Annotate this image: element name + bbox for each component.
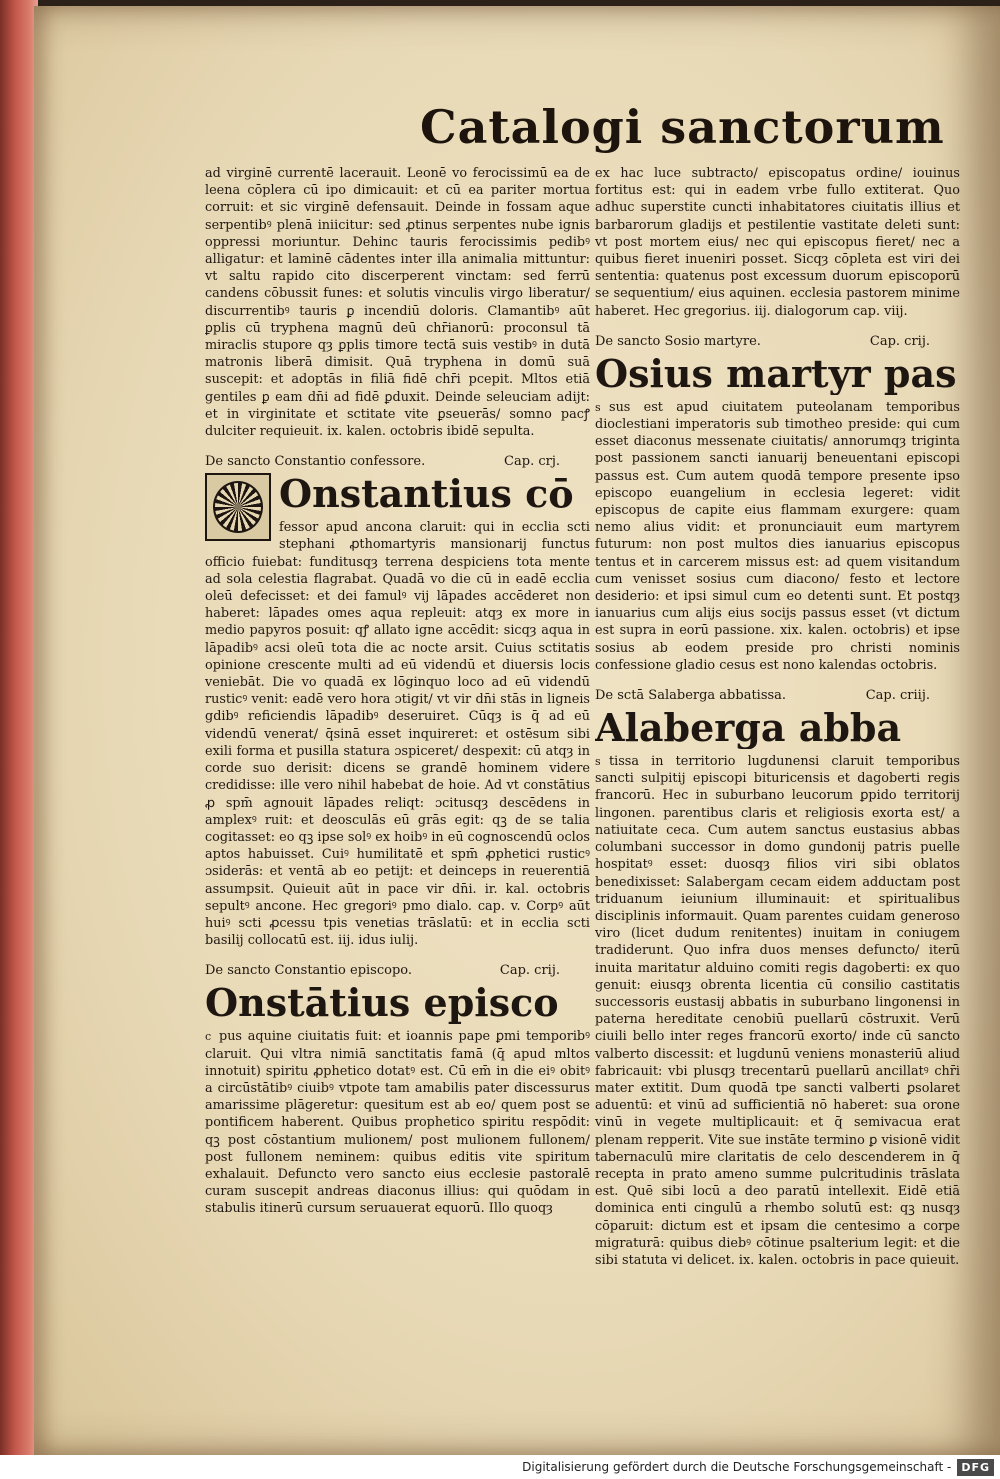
rubric-title: De sctā Salaberga abbatissa.: [595, 688, 787, 704]
left-paragraph-1: ad virginē currentē lacerauit. Leonē vo ferocissimū ea de leena cōplera cū ipo dimicauit: et cū ea pariter mortua corruit: et sic virginē defensauit. Deinde in fossam aque serpentibꝰ plenā iniicitur: sed ꝓtinus serpentes nube ignis oppressi moriuntur. Dehinc tauris ferocissimis pedibꝰ alligatur: et laminē cādentes inter illa animalia mittuntur: vt saltu rapido cito discerperent vinctam: sed ferrū candens cōbussit funes: et solutis vinculis virgo liberatur/ discurrentibꝰ tauris ꝑ incendiū doloris. Clamantibꝰ aūt ꝑplis cū tryphena magnū deū chr̄ianorū: proconsul tā miraclis stupore qȝ ꝑplis timore tectā suis vestibꝰ in dutā matronis liberā dimisit. Quā tryphena in domū suā suscepit: et adoptās in filiā fidē chr̄i pcepit. Mltos etiā gentiles ꝑ eam dn̄i ad fidē ꝑduxit. Deinde seleuciam adijt: et in virginitate et sctitate vite ꝑseuerās/ somno pacꝭ dulciter requieuit. ix. kalen. octobris ibidē sepulta.: [205, 166, 590, 440]
heading-salaberga: Alaberga abba: [595, 707, 902, 750]
initial-ornament: [213, 481, 263, 533]
rubric-chapter: Cap. crij.: [869, 333, 930, 349]
rubric-chapter: Cap. crij.: [499, 963, 560, 979]
dfg-logo: DFG: [957, 1459, 994, 1476]
guide-letter: c: [205, 1030, 212, 1044]
rubric-title: De sancto Sosio martyre.: [595, 333, 761, 349]
guide-letter: s: [595, 755, 601, 769]
right-paragraph-2-text: sus est apud ciuitatem puteolanam temporibus dioclestiani imperatoris sub timotheo preside: qui cum esset diaconus messenate ciuitatis/ annorumqȝ triginta post passionem sancti ianuarij beneuentani episcopi passus est. Cum autem quodā tempore presente ipso episcopo euangelium in ecclesia legeret: vidit episcopus de capite eius flammam exurgere: quam nemo alius vidit: et pronunciauit eum martyrem futurum: non post multos dies ianuarius episcopus tentus et in carcerem missus est: ad quem visitandum cum venisset sosius cum diacono/ festo et lectore desiderio: et ipsi simul cum eo detenti sunt. Et postqȝ ianuarius cum alijs eius socijs passus esset (vt dictum est supra in eorū passione. xix. kalen. octobris) et ipse sosius ab eodem preside pro christi nominis confessione gladio cesus est nono kalendas octobris.: [595, 399, 960, 673]
rubric-title: De sancto Constantio episcopo.: [205, 963, 413, 979]
section-constantius-confessor: [205, 473, 590, 949]
left-paragraph-2: fessor apud ancona claruit: qui in ecclia scti stephani ꝓthomartyris mansionarij functus officio fuiebat: funditusqȝ terrena despiciens tota mente ad sola celestia flagrabat. Quadā vo die cū in eadē ecclia oleū defecisset: et dei famulꝰ vij lāpades accēderet non haberet: lāpades omes aqua repleuit: atqȝ ex more in medio papyros posuit: qꝭ allato igne accēdit: sicqȝ aqua in lāpadibꝰ acsi oleū tota die ac nocte arsit. Cuius sctitatis opinione crescente multi ad eū videndū et diuersis locis veniebāt. Die vo quadā ex lōginquo loco ad eū videndū rusticꝰ venit: eadē vero hora ɔtigit/ vt vir dn̄i stās in ligneis gdibꝰ reficiendis lāpadibꝰ deseruiret. Cūqȝ is q̄ ad eū videndū venerat/ q̄sinā esset inquireret: et ostēsum sibi exili forma et pusilla statura ɔspiceret/ despexit: cū atqȝ in corde suo derisit: dicens se grandē hominem videre credidisse: ille vero nihil habebat de hoie. Ad vt constātius ꝓ spm̄ agnouit lāpades reliqt: ɔcitusqȝ descēdens in amplexꝰ ruit: et deosculās eū grās egit: qꝫ de se talia cogitasset: eo qꝫ ipse solꝰ ex hoibꝰ in eū cognoscendū oclos aptos habuisset. Cuiꝰ humilitatē et spm̄ ꝓphetici rusticꝰ ɔsiderās: et ventā ab eo petijt: et deinceps in reuerentiā assumpsit. Quieuit aūt in pace vir dn̄i. ir. kal. octobris sepultꝰ ancone. Hec gregoriꝰ pmo dialo. cap. v. Corpꝰ aūt huiꝰ scti ꝓcessu tpis venetias trāslatū: et in ecclia scti basilij collocatū est. iij. idus iulij.: [205, 520, 590, 949]
rubric-constantius-episcopus: [205, 963, 590, 978]
right-paragraph-3: [595, 753, 960, 1269]
rubric-chapter: Cap. criij.: [865, 688, 930, 704]
rubric-constantius-confessor: [205, 454, 590, 469]
page-edge: [0, 0, 38, 1455]
digitization-footer: [0, 1455, 1000, 1479]
right-paragraph-1: ex hac luce subtracto/ episcopatus ordine/ iouinus fortitus est: qui in eadem vrbe fullo extiterat. Quo adhuc superstite cuncti inhabitatores ciuitatis illius et barbarorum gladijs et pestilentie vastitate deleti sunt: vt post mortem eius/ nec qui episcopus fieret/ nec a quibus fieret inueniri posset. Sicqȝ cōpleta est viri dei sententia: quatenus post excessum duorum episcoporū se sequentium/ eius aquinen. ecclesia pastorem minime haberet. Hec gregorius. iij. dialogorum cap. viij.: [595, 166, 960, 319]
heading-constantius-episcopus: Onstātius episco: [205, 982, 559, 1025]
left-paragraph-3: [205, 1028, 590, 1217]
right-paragraph-2: [595, 399, 960, 674]
guide-letter: s: [595, 400, 601, 414]
right-column: [595, 165, 960, 1269]
heading-constantius-confessor: Onstantius cō: [279, 473, 574, 516]
rubric-sosius: [595, 334, 960, 349]
section-constantius-episcopus: [205, 982, 590, 1217]
funding-notice: Digitalisierung gefördert durch die Deutsche Forschungsgemeinschaft -: [522, 1460, 952, 1474]
decorated-initial-c: [205, 473, 271, 541]
heading-sosius: Osius martyr pas: [595, 352, 957, 395]
rubric-title: De sancto Constantio confessore.: [205, 454, 426, 470]
left-column: [205, 165, 590, 1218]
right-paragraph-3-text: tissa in territorio lugdunensi claruit temporibus sancti sulpitij episcopi bituricensis et dagoberti regis francorū. Hec in suburbano leucorum ꝑpido territorij lingonen. parentibus claris et religiosis exorta est/ a natiuitate ceca. Cum autem sanctus eustasius abbas columbani successor in domo gundonij patris puelle hospitatꝰ esset: duosqȝ filios viri sibi oblatos benedixisset: Salabergam cecam eidem adductam post triduanum ieiunium illuminauit: et spiritualibus disciplinis informauit. Quam parentes cuidam generoso viro (licet dudum renitentes) inuitam in coniugem tradiderunt. Quo infra duos menses defuncto/ iterū inuita maritatur alduino comiti regis dagoberti: ex quo genuit: eiusqȝ obrenta licentia cū consilio castitatis successoris eustasij abbatis in suburbano lingonensi in paterna hereditate cenobiū puellarū cōstruxit. Verū ciuili bello inter reges francorū exorto/ inde cū sancto valberto discessit: et lugdunū veniens monasteriū aliud fabricauit: vbi plusqȝ trecentarū puellarū ancillatꝰ chr̄i mater extitit. Dum quodā tpe sancti valberti ꝑsolaret aduentū: et vinū ad sufficientiā nō haberet: sua orone vinū in vegete multiplicauit: et q̄ semivacua erat plenam repperit. Vite sue instāte termino ꝑ visionē vidit tabernaculū mire claritatis de celo descenderem in q̄ recepta in prato ameno summe pulcritudinis trāslata est. Quē sibi locū a deo paratū intellexit. Eidē etiā dominica enti cingulū a rhembo solutū est: qꝫ nusqȝ cōparuit: dictum est et ipsam die centesimo a corpe migraturā: quibus diebꝰ cōtinue psalterium legit: et die sibi statuta vi delicet. ix. kalen. octobris in pace quieuit.: [595, 754, 960, 1268]
rubric-chapter: Cap. crj.: [504, 454, 560, 470]
rubric-salaberga: [595, 688, 960, 703]
running-head: Catalogi sanctorum: [420, 100, 945, 154]
left-paragraph-3-text: pus aquine ciuitatis fuit: et ioannis pape ꝑmi temporibꝰ claruit. Qui vltra nimiā sanctitatis famā (q̄ apud mltos innotuit) spiritu ꝓphetico dotatꝰ est. Cū em̄ in die eiꝰ obitꝰ a circūstātibꝰ ciuibꝰ vtpote tam amabilis pater discessurus amarissime plāgeretur: quesitum est ab eo/ quem post se pontificem haberent. Quibus prophetico spiritu respōdit: qꝫ post cōstantium mulionem/ post mulionem fullonem/ post fullonem neminem: quibus editis vite spiritum exhalauit. Defuncto vero sancto eius ecclesie pastoralē curam suscepit andreas diaconus illius: qui quōdam in stabulis itinerū cursum seruauerat equorū. Illo quoqȝ: [205, 1029, 590, 1217]
